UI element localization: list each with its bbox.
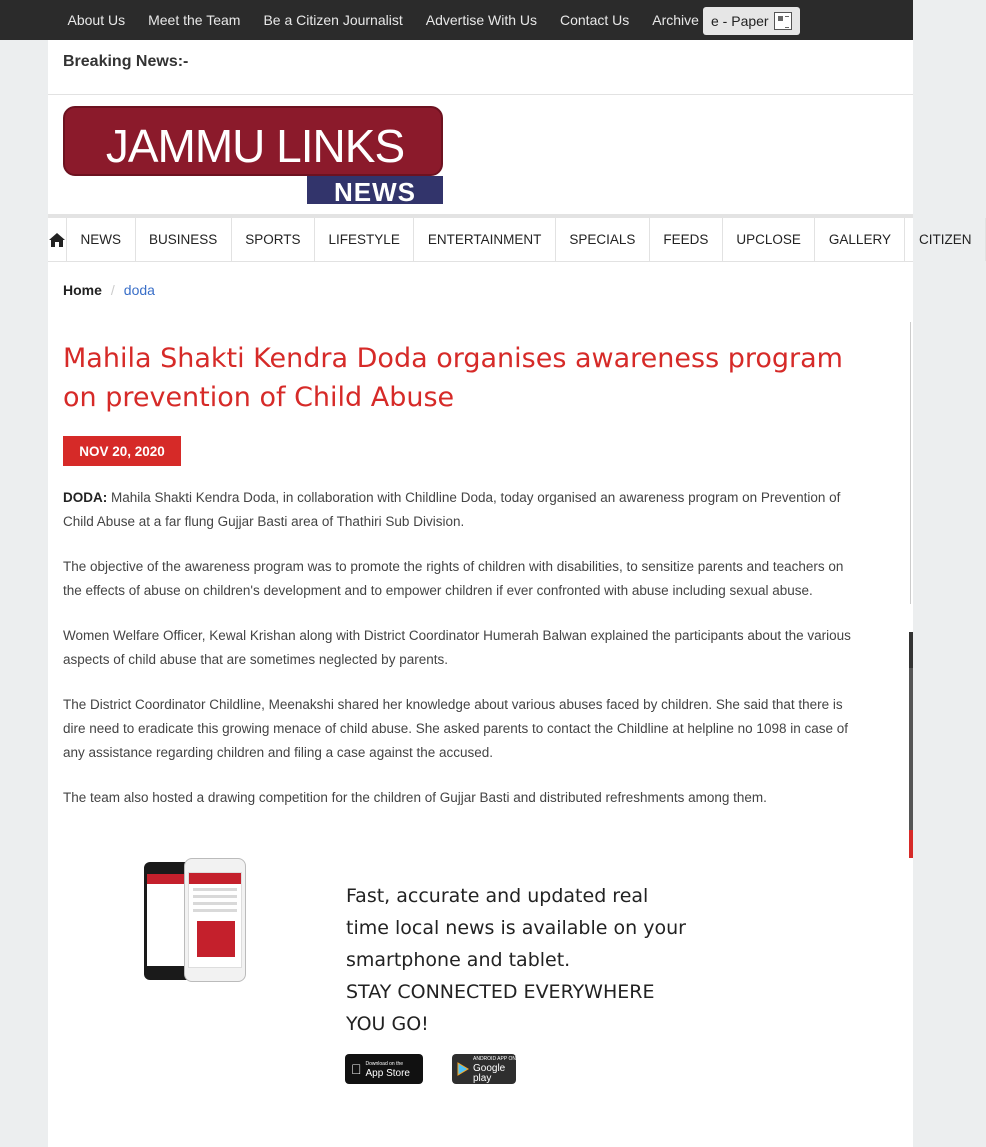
app-promo-text bbox=[346, 880, 696, 1040]
nav-item-sports[interactable]: SPORTS bbox=[232, 218, 315, 261]
article-paragraph: The District Coordinator Childline, Meenakshi shared her knowledge about various abuses faced by children. She said that there is dire need to eradicate this growing menace of child abuse. She asked parents to contact the Childline at helpline no 1098 in case of any assistance regarding children and filing a case against the accused. bbox=[63, 697, 849, 760]
article-body bbox=[63, 486, 863, 831]
app-promo-cta: STAY CONNECTED EVERYWHERE YOU GO! bbox=[346, 981, 655, 1035]
app-phones-image bbox=[144, 858, 248, 982]
top-links bbox=[56, 0, 710, 40]
nav-item-entertainment[interactable]: ENTERTAINMENT bbox=[414, 218, 556, 261]
logo-main-block bbox=[63, 106, 443, 176]
top-bar bbox=[0, 0, 913, 40]
play-icon bbox=[457, 1062, 469, 1076]
article-title: Mahila Shakti Kendra Doda organises awareness program on prevention of Child Abuse bbox=[63, 343, 843, 413]
nav-item-business[interactable]: BUSINESS bbox=[136, 218, 232, 261]
citizen-journalist-link[interactable]: Be a Citizen Journalist bbox=[263, 12, 403, 28]
nav-item-upclose[interactable]: UPCLOSE bbox=[723, 218, 816, 261]
nav-home[interactable] bbox=[48, 218, 67, 261]
nav-item-specials[interactable]: SPECIALS bbox=[556, 218, 650, 261]
breadcrumb bbox=[63, 282, 155, 298]
sidebar-edge bbox=[909, 668, 913, 830]
epaper-button[interactable] bbox=[703, 7, 800, 35]
app-promo-description: Fast, accurate and updated real time local news is available on your smartphone and tablet. bbox=[346, 885, 686, 971]
sidebar-edge bbox=[910, 322, 913, 604]
sidebar-edge bbox=[909, 830, 913, 858]
nav-item-news[interactable]: NEWS bbox=[67, 218, 136, 261]
nav-item-lifestyle[interactable]: LIFESTYLE bbox=[315, 218, 414, 261]
article-date-badge: NOV 20, 2020 bbox=[63, 436, 181, 466]
archive-link[interactable]: Archive bbox=[652, 12, 699, 28]
newspaper-icon bbox=[774, 12, 792, 30]
nav-item-gallery[interactable]: GALLERY bbox=[815, 218, 905, 261]
gplay-small-text: ANDROID APP ON bbox=[473, 1056, 516, 1062]
about-us-link[interactable]: About Us bbox=[67, 12, 126, 28]
article-paragraph: Women Welfare Officer, Kewal Krishan along with District Coordinator Humerah Balwan explained the participants about the various aspects of child abuse that are sometimes neglected by parents. bbox=[63, 628, 851, 667]
appstore-small-text: Download on the bbox=[355, 1061, 393, 1067]
nav-item-feeds[interactable]: FEEDS bbox=[650, 218, 723, 261]
phone-front bbox=[184, 858, 246, 982]
article-paragraph: The team also hosted a drawing competition for the children of Gujjar Basti and distributed refreshments among them. bbox=[63, 790, 767, 805]
site-logo[interactable] bbox=[63, 106, 444, 207]
nav-item-citizen[interactable]: CITIZEN bbox=[905, 218, 986, 261]
breaking-news-label: Breaking News:- bbox=[63, 53, 189, 70]
article-paragraph: The objective of the awareness program was to promote the rights of children with disabilities, to sensitize parents and teachers on the effects of abuse on children's development and to empower children if ever confronted with abuse including sexual abuse. bbox=[63, 559, 844, 598]
divider bbox=[48, 94, 913, 95]
article-lead bbox=[63, 486, 863, 534]
article-dateline: DODA: bbox=[63, 490, 108, 505]
sidebar-edge bbox=[909, 632, 913, 668]
advertise-link[interactable]: Advertise With Us bbox=[425, 12, 537, 28]
contact-us-link[interactable]: Contact Us bbox=[560, 12, 630, 28]
meet-team-link[interactable]: Meet the Team bbox=[148, 12, 241, 28]
google-play-button[interactable] bbox=[452, 1054, 516, 1084]
breadcrumb-current[interactable]: doda bbox=[123, 282, 155, 298]
page-container bbox=[48, 40, 972, 1147]
home-icon bbox=[48, 232, 66, 248]
breadcrumb-separator: / bbox=[110, 282, 115, 298]
logo-sub-block bbox=[307, 176, 443, 207]
logo-main-text: JAMMU LINKS bbox=[105, 120, 405, 172]
logo-sub-text: NEWS bbox=[334, 177, 416, 207]
epaper-label: e - Paper bbox=[711, 13, 769, 29]
breadcrumb-home[interactable]: Home bbox=[63, 282, 102, 298]
article-lead-text: Mahila Shakti Kendra Doda, in collaboration with Childline Doda, today organised an awareness program on Prevention of Child Abuse at a far flung Gujjar Basti area of Thathiri Sub Division. bbox=[63, 490, 841, 529]
app-store-button[interactable] bbox=[345, 1054, 423, 1084]
appstore-large-text: App Store bbox=[355, 1068, 400, 1079]
main-nav bbox=[48, 218, 972, 262]
gplay-large-text: Google play bbox=[473, 1063, 506, 1084]
apple-icon bbox=[351, 1061, 362, 1077]
